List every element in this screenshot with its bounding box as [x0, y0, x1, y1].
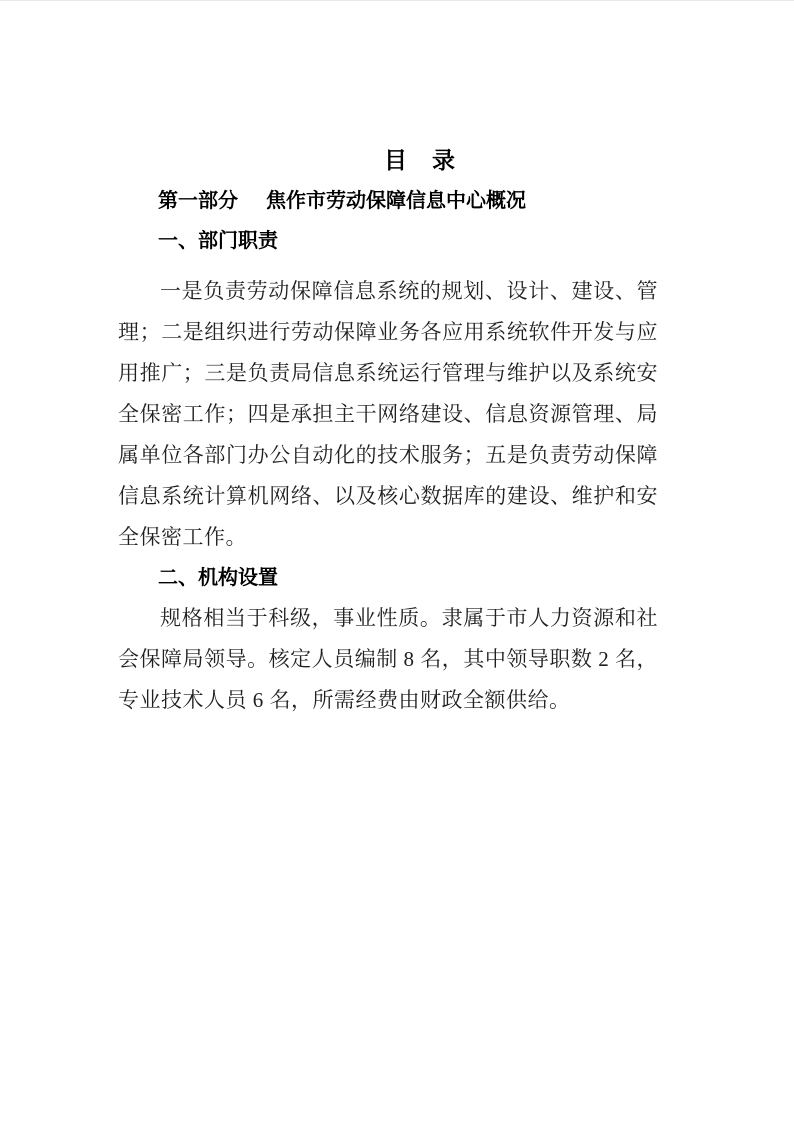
- section-2-heading: 二、机构设置: [158, 567, 278, 589]
- section-2-paragraph: 规格相当于科级，事业性质。隶属于市人力资源和社会保障局领导。核定人员编制 8 名，其中领导职数 2 名，专业技术人员 6 名，所需经费由财政全额供给。: [118, 606, 658, 712]
- part-title: 焦作市劳动保障信息中心概况: [266, 190, 526, 212]
- page-title: 目 录: [384, 147, 456, 173]
- section-1-heading: 一、部门职责: [158, 230, 278, 252]
- section-organization-setup: [118, 566, 658, 721]
- section-1-paragraph: 一是负责劳动保障信息系统的规划、设计、建设、管理；二是组织进行劳动保障业务各应用系统软件开发与应用推广；三是负责局信息系统运行管理与维护以及系统安全保密工作；四是承担主干网络建设、信息资源管理、局属单位各部门办公自动化的技术服务；五是负责劳动保障信息系统计算机网络、以及核心数据库的建设、维护和安全保密工作。: [118, 279, 658, 549]
- part-label: 第一部分: [158, 190, 238, 212]
- section-department-duties: [118, 229, 658, 558]
- part-heading: [118, 189, 658, 213]
